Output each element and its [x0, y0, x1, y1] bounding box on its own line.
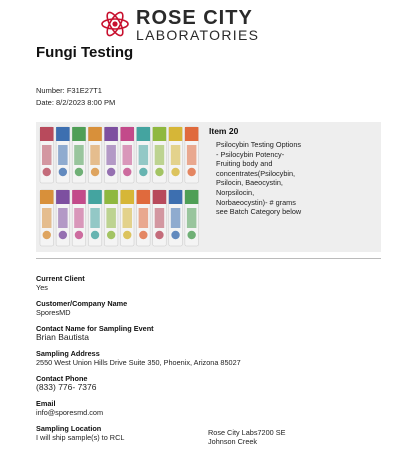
company-logo: [100, 7, 340, 43]
product-package: [169, 127, 183, 183]
page-title: Fungi Testing: [36, 44, 134, 61]
product-package: [40, 190, 54, 246]
email-value: info@sporesmd.com: [36, 408, 104, 417]
logo-line-1: ROSE CITY: [136, 7, 253, 29]
document-number: Number: F31E27T1: [36, 86, 102, 95]
atom-icon: [100, 9, 130, 39]
product-package: [56, 127, 70, 183]
current-client-value: Yes: [36, 283, 48, 292]
product-package: [121, 190, 135, 246]
contact-phone-label: Contact Phone: [36, 374, 88, 383]
contact-name-value: Brian Bautista: [36, 332, 89, 342]
sampling-location-label: Sampling Location: [36, 424, 102, 433]
document-date: Date: 8/2/2023 8:00 PM: [36, 98, 116, 107]
company-name-label: Customer/Company Name: [36, 299, 128, 308]
product-package: [72, 127, 86, 183]
product-package: [56, 190, 70, 246]
contact-name-label: Contact Name for Sampling Event: [36, 324, 154, 333]
email-label: Email: [36, 399, 56, 408]
product-package: [153, 190, 167, 246]
product-package: [121, 127, 135, 183]
product-package: [185, 190, 199, 246]
product-package: [104, 127, 118, 183]
product-package: [72, 190, 86, 246]
contact-phone-value: (833) 776- 7376: [36, 382, 97, 392]
product-package: [137, 127, 151, 183]
item-description: Psilocybin Testing Options - Psilocybin Potency- Fruiting body and concentrates(Psilocybin, Psilocin, Baeocystin, Norpsilocin, Norbaeocystin)- # grams see Batch Category below: [216, 140, 302, 217]
product-package: [185, 127, 199, 183]
product-packages-image: [38, 125, 203, 252]
product-package: [40, 127, 54, 183]
sampling-address-label: Sampling Address: [36, 349, 100, 358]
sampling-location-value: I will ship sample(s) to RCL: [36, 433, 125, 442]
product-package: [153, 127, 167, 183]
section-divider: [36, 258, 381, 259]
product-package: [104, 190, 118, 246]
company-name-value: SporesMD: [36, 308, 71, 317]
product-package: [88, 190, 102, 246]
lab-address-value: Rose City Labs7200 SE Johnson Creek: [208, 428, 286, 446]
item-title: Item 20: [209, 126, 239, 136]
product-package: [88, 127, 102, 183]
current-client-label: Current Client: [36, 274, 85, 283]
sampling-address-value: 2550 West Union Hills Drive Suite 350, Phoenix, Arizona 85027: [36, 358, 241, 367]
product-package: [137, 190, 151, 246]
logo-line-2: LABORATORIES: [136, 27, 260, 43]
product-package: [169, 190, 183, 246]
